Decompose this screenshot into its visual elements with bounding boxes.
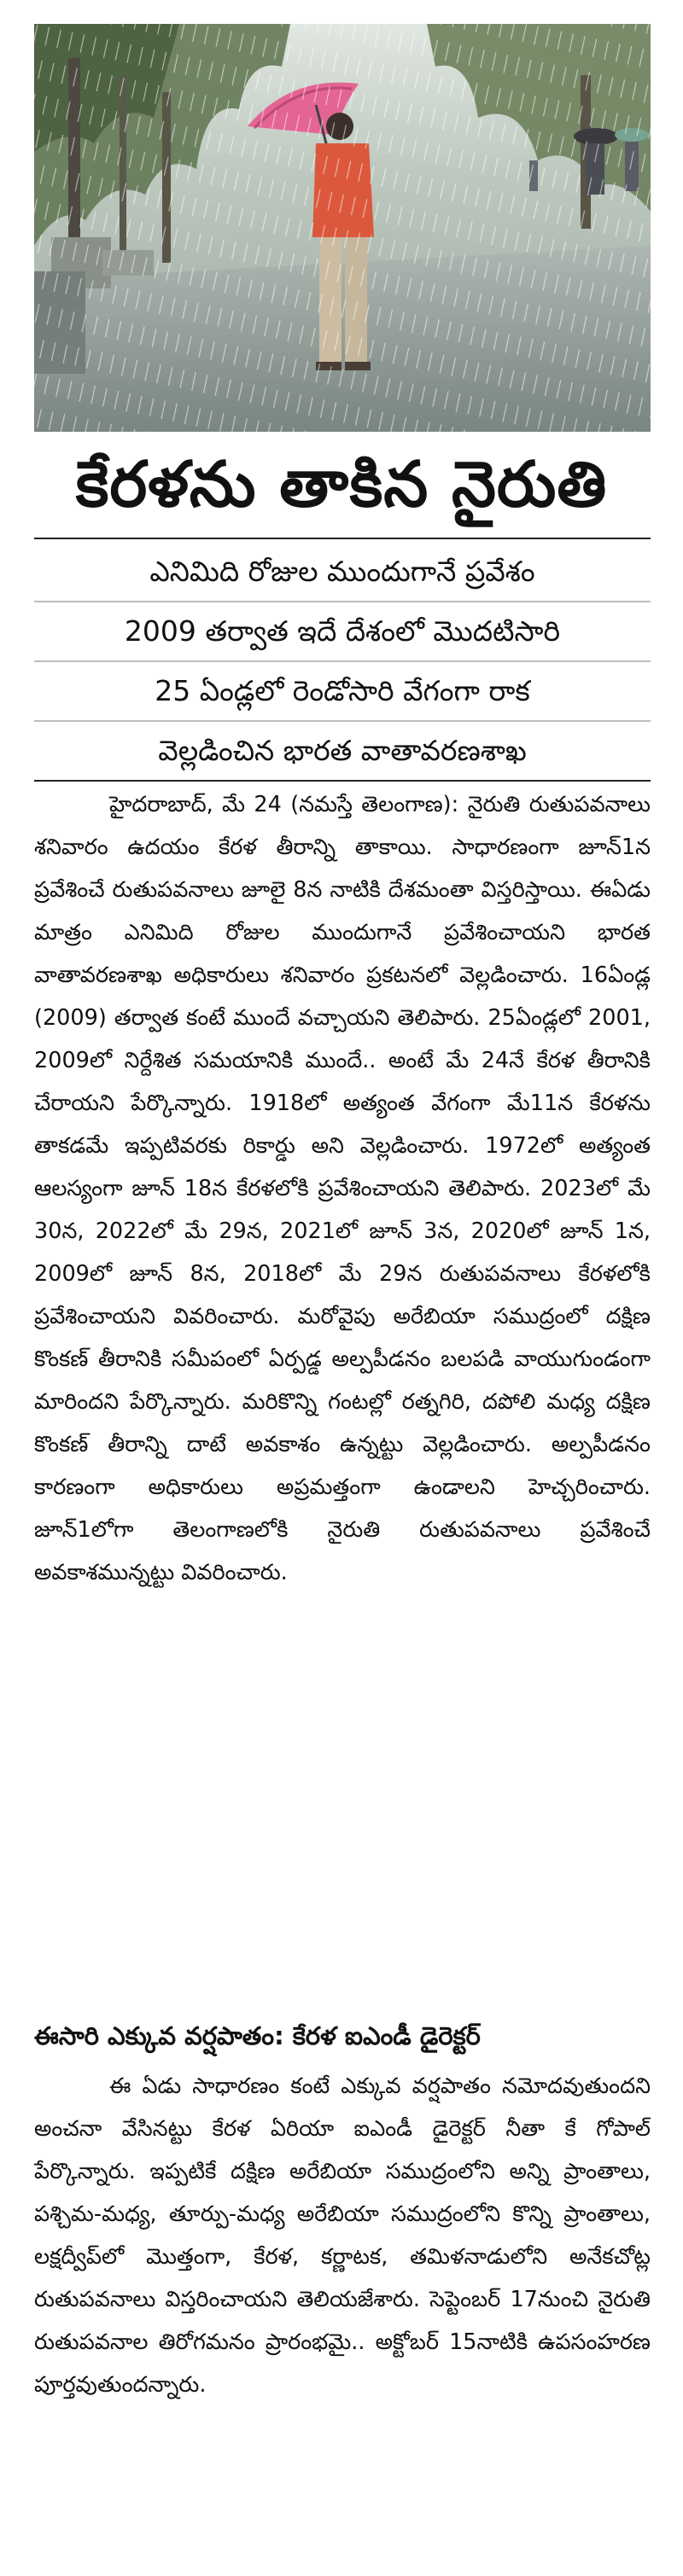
rain-umbrella-photo-icon [34, 24, 651, 432]
subhead-2: 2009 తర్వాత ఇదే దేశంలో మొదటిసారి [34, 602, 651, 662]
headline: కేరళను తాకిన నైరుతి [75, 448, 608, 521]
article-paragraph-2: ఈ ఏడు సాధారణం కంటే ఎక్కువ వర్షపాతం నమోదవుతుందని అంచనా వేసినట్టు కేరళ ఏరియా ఐఎండీ డైరెక్టర్ నీతా కే గోపాల్ పేర్కొన్నారు. ఇప్పటికే దక్షిణ అరేబియా సముద్రంలోని అన్ని ప్రాంతాలు, పశ్చిమ-మధ్య, తూర్పు-మధ్య అరేబియా సముద్రంలోని కొన్ని ప్రాంతాలు, లక్షద్వీప్‌లో మొత్తంగా, కేరళ, కర్ణాటక, తమిళనాడులోని అనేకచోట్ల రుతుపవనాలు విస్తరించాయని తెలియజేశారు. సెప్టెంబర్ 17నుంచి నైరుతి రుతుపవనాల తిరోగమనం ప్రారంభమై.. అక్టోబర్ 15నాటికి ఉపసంహరణ పూర్తవుతుందన్నారు. [34, 2073, 651, 2398]
subheadings [34, 543, 651, 782]
subhead-4: వెల్లడించిన భారత వాతావరణశాఖ [34, 722, 651, 782]
section-heading: ఈసారి ఎక్కువ వర్షపాతం: కేరళ ఐఎండీ డైరెక్టర్ [34, 2021, 481, 2050]
rain-photo [34, 24, 651, 432]
article-paragraph-1: హైదరాబాద్, మే 24 (నమస్తే తెలంగాణ): నైరుతి రుతుపవనాలు శనివారం ఉదయం కేరళ తీరాన్ని తాకాయి. సాధారణంగా జూన్1న ప్రవేశించే రుతుపవనాలు జూలై 8న నాటికి దేశమంతా విస్తరిస్తాయి. ఈఏడు మాత్రం ఎనిమిది రోజుల ముందుగానే ప్రవేశించాయని భారత వాతావరణశాఖ అధికారులు శనివారం ప్రకటనలో వెల్లడించారు. 16ఏండ్ల (2009) తర్వాత కంటే ముందే వచ్చాయని తెలిపారు. 25ఏండ్లలో 2001, 2009లో నిర్దేశిత సమయానికి ముందే.. అంటే మే 24నే కేరళ తీరానికి చేరాయని పేర్కొన్నారు. 1918లో అత్యంత వేగంగా మే11న కేరళను తాకడమే ఇప్పటివరకు రికార్డు అని వెల్లడించారు. 1972లో అత్యంత ఆలస్యంగా జూన్ 18న కేరళలోకి ప్రవేశించాయని తెలిపారు. 2023లో మే 30న, 2022లో మే 29న, 2021లో జూన్ 3న, 2020లో జూన్ 1న, 2009లో జూన్ 8న, 2018లో మే 29న రుతుపవనాలు కేరళలోకి ప్రవేశించాయని వివరించారు. మరోవైపు అరేబియా సముద్రంలో దక్షిణ కొంకణ్ తీరానికి సమీపంలో ఏర్పడ్డ అల్పపీడనం బలపడి వాయుగుండంగా మారిందని పేర్కొన్నారు. మరికొన్ని గంటల్లో రత్నగిరి, దపోలి మధ్య దక్షిణ కొంకణ్ తీరాన్ని దాటే అవకాశం ఉన్నట్టు వెల్లడించారు. అల్పపీడనం కారణంగా అధికారులు అప్రమత్తంగా ఉండాలని హెచ్చరించారు. జూన్1లోగా తెలంగాణలోకి నైరుతి రుతుపవనాలు ప్రవేశించే అవకాశమున్నట్టు వివరించారు. [34, 792, 651, 1585]
subhead-1: ఎనిమిది రోజుల ముందుగానే ప్రవేశం [34, 543, 651, 602]
headline-divider [34, 538, 651, 539]
subhead-3: 25 ఏండ్లలో రెండోసారి వేగంగా రాక [34, 662, 651, 722]
